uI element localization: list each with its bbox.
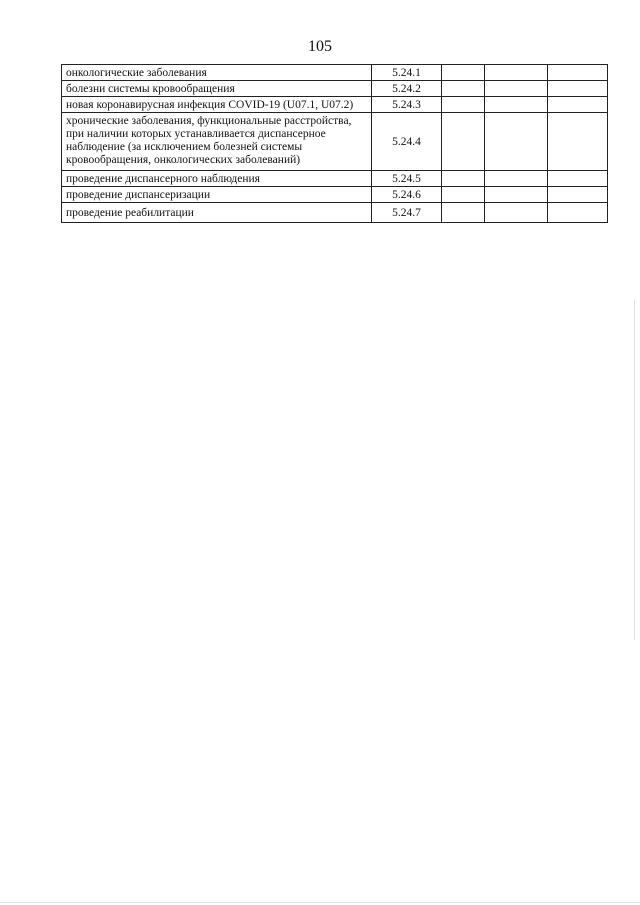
row-code: 5.24.4: [372, 113, 442, 171]
row-cell: [442, 203, 485, 223]
table-row: [62, 113, 608, 171]
row-name: болезни системы кровообращения: [62, 81, 372, 97]
row-cell: [442, 113, 485, 171]
row-cell: [548, 81, 608, 97]
row-name: хронические заболевания, функциональные расстройства, при наличии которых устанавливается диспансерное наблюдение (за исключением болезней системы кровообращения, онкологических заболеваний): [62, 113, 372, 171]
row-cell: [485, 65, 548, 81]
row-cell: [485, 203, 548, 223]
row-cell: [485, 81, 548, 97]
table-row: [62, 187, 608, 203]
scan-edge-mark: [634, 300, 635, 640]
row-cell: [442, 65, 485, 81]
row-name: проведение реабилитации: [62, 203, 372, 223]
row-code: 5.24.1: [372, 65, 442, 81]
table-row: [62, 65, 608, 81]
scan-edge-mark: [0, 902, 640, 903]
row-cell: [442, 81, 485, 97]
row-cell: [548, 203, 608, 223]
row-name: онкологические заболевания: [62, 65, 372, 81]
row-cell: [442, 187, 485, 203]
row-cell: [485, 97, 548, 113]
row-code: 5.24.6: [372, 187, 442, 203]
row-cell: [548, 171, 608, 187]
row-name: проведение диспансерного наблюдения: [62, 171, 372, 187]
row-cell: [548, 97, 608, 113]
row-code: 5.24.7: [372, 203, 442, 223]
page-number: 105: [308, 38, 332, 55]
row-code: 5.24.2: [372, 81, 442, 97]
table-row: [62, 97, 608, 113]
row-cell: [548, 113, 608, 171]
row-name: новая коронавирусная инфекция COVID-19 (U07.1, U07.2): [62, 97, 372, 113]
table-row: [62, 171, 608, 187]
report-table: [61, 64, 608, 223]
row-cell: [485, 171, 548, 187]
row-code: 5.24.5: [372, 171, 442, 187]
row-code: 5.24.3: [372, 97, 442, 113]
row-name: проведение диспансеризации: [62, 187, 372, 203]
table-row: [62, 203, 608, 223]
row-cell: [548, 187, 608, 203]
row-cell: [442, 97, 485, 113]
row-cell: [442, 171, 485, 187]
row-cell: [485, 113, 548, 171]
row-cell: [485, 187, 548, 203]
row-cell: [548, 65, 608, 81]
table-row: [62, 81, 608, 97]
